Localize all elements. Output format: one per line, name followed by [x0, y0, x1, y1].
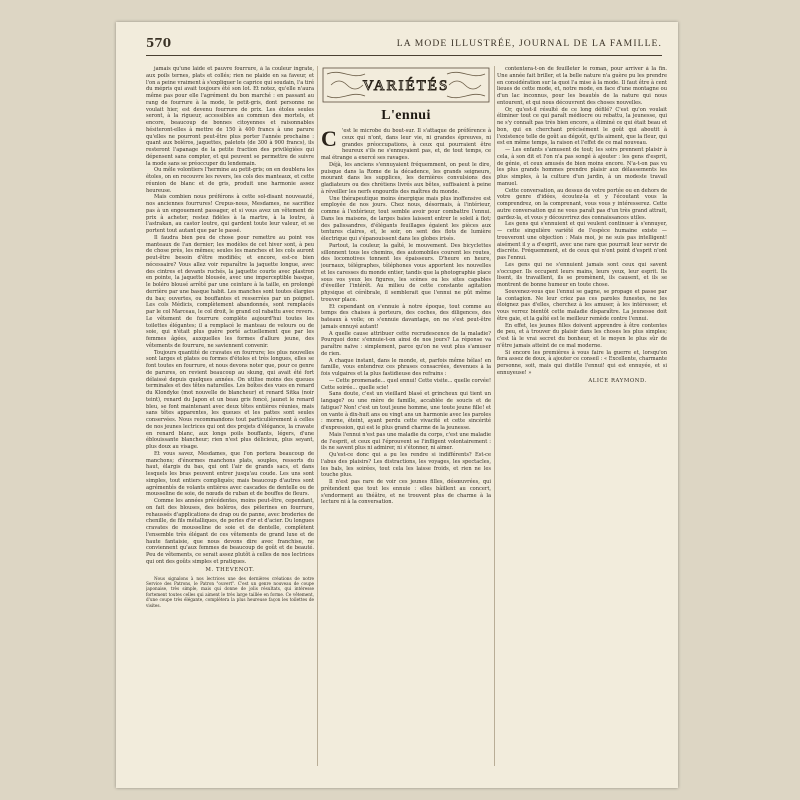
column-divider: [317, 66, 318, 766]
column-middle: [321, 66, 491, 776]
column-right-paragraph: — Les enfants s'amusent de tout; les soirs prennent plaisir à cela, à son dit et l'on n'a pas songé à ajouter : les gens d'esprit, de génie, et ceux amusés de bien moins encore. N'a-t-on pas vu les plus grands hommes prendre plaisir aux délassements les plus simples, à la culture d'un jardin, à un modeste travail manuel.: [497, 147, 667, 187]
article-lede: [321, 128, 491, 162]
header-rule: [146, 55, 662, 56]
author-signature: M. THEVENOT.: [205, 566, 255, 573]
column-middle-paragraph: Une thérapeutique moins énergique mais plus inoffensive est employée de nos jours. Chez nous, désormais, à l'intérieur, comme à l'extérieur, tout semble avoir pour combattre l'ennui. Dans les maisons, de larges baies laissent entrer le soleil à flot; des palissandres, d'élégants feuillages égaient les pièces aux tentures claires, et, le soir, on sent des flots de lumière électrique qui s'épanouissent dans les globes irisés.: [321, 195, 491, 242]
editorial-note: Nous signalons à nos lectrices une des dernières créations de notre Service des Patrons, le Patron "ouvert". C'est un genre nouveau de coupe japonaise, très simple, mais qui donne de jolis résultats, qui intéresse fortement toutes celles qui aiment le très large taillée en forme. Ce vêtement, d'une coupe très élégante, complètera la plus heureuse façon les toilettes de visites.: [146, 575, 314, 608]
column-middle-paragraph: A chaque instant, dans le monde, et, parfois même hélas! en famille, vous entendrez ces phrases consacrées, devenues à la fois vulgaires et la plus fastidieuse des refrains :: [321, 357, 491, 377]
column-middle-paragraph: 'est le microbe du bout-sur. Il s'attaque de préférence à ceux qui n'ont, dans leur vie, ni grandes épreuves, ni grandes préoccupations, à ceux qui pourraient être heureux s'ils ne s'ennuyaient pas, et, de tout temps, ce mal étrange a exercé ses ravages.: [321, 128, 491, 161]
column-left-paragraph: Toujours quantité de cravates en fourrure; les plus nouvelles sont larges et plates ou formes d'étoles et très longues, elles se font toutes en fourrure, et nous devons noter que, pour ce genre de parures, on revient beaucoup au skung, qui avait été fort délaissé depuis quelques années. On utilise moins des queues terminales et des têtes naturelles. Les boîtes des vues en renard du Klondyke (mot nouvelle de blancheur) et renard Sitka (noir teint), renard du Japon et un beau gris foncé, jaunet le renard bleu, se font maintenant avec deux têtes entières réunies, mais sans têtes apparentes, les queues et les pattes sont seules conservées. Nous recommandons tout particulièrement à celles de nos jeunes lectrices qui ont des projets d'élégance, la cravate en renard blanc, aux longs poils bouffants, légers, d'une éblouissante blancheur; rien n'est plus délicieux, plus seyant, plus doux au visage.: [146, 349, 314, 450]
running-title: LA MODE ILLUSTRÉE, JOURNAL DE LA FAMILLE.: [396, 38, 662, 49]
banner-title: VARIÉTÉS: [362, 78, 450, 94]
column-middle-paragraph: Mais l'ennui n'est pas une maladie du corps, c'est une maladie de l'esprit, et ceux qui l'éprouvent se l'infligent volontairement : ils ne savent plus ni admirer, ni s'étonner, ni aimer.: [321, 431, 491, 452]
column-left-paragraph: Il faudra bien peu de chose pour remettre au point vos manteaux de l'an dernier; les modèles de cet hiver sont, à peu de chose près, les mêmes; seules les manches et les cols auront peut-être besoin d'être modifiés; et encore, est-ce bien nécessaire? Vous allez voir reparaître la jaquette longue, avec des cintres et devants ruchés, la jaquette courte avec plastron en pointe, la jaquette blousée, avec une imperceptible basque, le boléro blousé arrêté par une ceinture à la taille, en prolongé derrière par une basque habit. Les manches sont toutes élargies du bas; ouvertes, ou bouffantes et resserrées par un poignet. Les cols Médicis, complètement abandonnés, sont remplacés par le col Marceau, le col droit, le grand col rabattu avec revers. Le vêtement de fourrure complète aujourd'hui toutes les toilettes élégantes; il a remplacé le manteau de velours ou de soie, qui n'était plus guère porté actuellement que par les femmes âgées, auxquelles les formes d'allure jeune, des vêtements de fourrure, ne saviennent convenir.: [146, 234, 314, 349]
column-middle-paragraph: Qu'est-ce donc qui a pu les rendre si indifférents? Est-ce l'abus des plaisirs? Les distractions, les voyages, les spectacles, les bals, les soirées, tout cela les laisse froids, et rien ne les touche plus.: [321, 452, 491, 479]
column-middle-paragraph: Déjà, les anciens s'ennuyaient fréquemment, on peut le dire, puisque dans la Rome de la décadence, les grands seigneurs, mourant dans les supplices, les dernières convulsions des gladiateurs ou des chrétiens livrés aux bêtes, suffisaient à peine à réveiller les nerfs engourdis des maîtres du monde.: [321, 161, 491, 195]
column-left-paragraph: Comme les années précédentes, moins peut-être, cependant, on fait des blouses, des boléros, des pèlerines en fourrure, rehaussés d'applications de drap ou de panne, avec broderies de chenille, de fils métalliques, de perles d'or et d'acier. Du longues cravates de mousseline de soie et de dentelle, complètent l'ensemble très élégant de ces vêtements de grand luxe et de haute fantaisie, que nous devons dire avec franchise, ne conviennent qu'aux femmes de beaucoup de goût et de beauté. Peu de vêtements, ce serait assez plutôt à celles de nos lectrices qui ont des goûts simples et pratiques.: [146, 498, 314, 565]
column-left-paragraph: Ou mêle volontiers l'hermine au petit-gris; on en doublera les étoles, on en recouvre les revers, les cols des manteaux, et cette réunion de blanc et de gris, produit une harmonie assez heureuse.: [146, 167, 314, 194]
column-divider: [494, 66, 495, 766]
column-right-paragraph: Si encore les premières à vous faire la guerre et, lorsqu'on fera assez de doux, à ajouter ce conseil : « Excellente, charmante personne, soit, mais qui distille l'ennui! qui est ennuyée, et si ennuyeuse! »: [497, 349, 667, 376]
drop-cap: C: [321, 126, 337, 151]
column-right-paragraph: contentera-t-on de feuilleter le roman, pour arriver à la fin. Une année fait briller, et la belle nature n'a guère pu les prendre en considération sur la quoi l'a mise à la mode. Il faut être à cent lieues de cette mode, et, notre mode, en face d'une montagne ou d'un lac inconnus, pour les beautés de la nature qui nous entourent, et qui nous découvrent des choses nouvelles.: [497, 66, 667, 106]
article-heading: L'ennui: [381, 108, 431, 123]
column-middle-paragraph: Il n'est pas rare de voir ces jeunes filles, désœuvrées, qui prétendent que tout les ennuie : elles bâillent au concert, s'endorment au théâtre, et ne trouvent plus de charme à la lecture ni à la conversation.: [321, 479, 491, 506]
varietes-banner: [321, 66, 491, 104]
column-right-paragraph: Cette conversation, au dessus de votre portée ou en dehors de votre genre d'idées, écoutez-la et y l'écoutant vous la comprendrez, on la comprenant, vous vous y intéresserez. Cette autre conversation qui ne vous paraît pas d'un très grand attrait, gardez-la, et vous y découvrirez des connaissances utiles.: [497, 187, 667, 221]
column-middle-paragraph: Sans doute, c'est un vieillard blasé et grincheux qui tient un langage? ou une mère de famille, accablée de soucis et de fatigue? Non! c'est un tout jeune homme, une toute jeune fille! et on vante à dix-huit ans ou vingt ans un harmonie avec les paroles : morne, éteint, ayant perdu cette vivacité et cette sincérité d'expression, qui est le plus grand charme de la jeunesse.: [321, 391, 491, 431]
column-left-paragraph: Mais combien nous préférons à cette sol-disant nouveauté, nos anciennes fourrures! Crepus-nous, Mesdames, ne sacrifiez pas à un engouement passager, et si vous avez un vêtement de prix à acheter, restez fidèles à la martre, à la loutre, à l'astrakan, au castor loutre, qui gardent toute leur valeur, et se portent tout autant que par le passé.: [146, 194, 314, 234]
column-right-paragraph: Les gens qui s'ennuient et qui veulent continuer à s'ennuyer, — cette singulière variété de l'espèce humaine existe — trouveront une objection : Mais moi, je ne suis pas intelligent! aisément il y a d'esprit, avec une rare que pourrait leur servir de discrète. Fréquemment, et de ceux qui n'ont point d'esprit n'ont pas l'ennui.: [497, 221, 667, 261]
newspaper-page: [116, 22, 678, 788]
column-middle-paragraph: Et cependant on s'ennuie à notre époque, tout comme au temps des chaises à porteurs, des coches, des diligences, des bateaux à voile; on s'ennuie davantage, on ne s'est peut-être jamais ennuyé autant!: [321, 303, 491, 330]
column-left-paragraph: jamais qu'une laide et pauvre fourrure, à la couleur ingrate, aux poils ternes, plats et collés; rien ne plaide en sa faveur, et l'on a peine vraiment à s'expliquer le caprice qui soudain, l'a tiré du mépris qui avait toujours été son lot. Et notez, qu'elle n'aura même pas pour elle l'agrément du bon marché : en passant au rang de fourrure à la mode, le petit-gris, dont personne ne voulait hier, est devenu fourrure de prix. Les étoles seules seront, à la rigueur, accessibles au commun des mortels, et encore, beaucoup de bonnes citoyennes et raisonnables hésiteront-elles à mettre de 150 à 400 francs à une parure qu'elles ne pourront peut-être plus porter l'année prochaine : quant aux boléros, jaquettes, paletots (de 300 à 900 francs), ils resteront l'apanage de la petite fraction des privilégiées qui dépensent sans compter, et qui peuvent se permettre de suivre la mode sans se préoccuper du lendemain.: [146, 66, 314, 167]
page-header: [146, 36, 662, 52]
column-right-paragraph: En effet, les jeunes filles doivent apprendre à être contentes de peu, et à trouver du plaisir dans les choses les plus simples; c'est là le vrai secret du bonheur, et le moyen le plus sûr de n'être jamais atteint de ce mal moderne.: [497, 322, 667, 349]
column-right-paragraph: Les gens qui ne s'ennuient jamais sont ceux qui savent s'occuper. Ils occupent leurs mains, leurs yeux, leur esprit. Ils lisent, ils travaillent, ils se promènent, ils causent, et ils se montrent de bonne humeur en toute chose.: [497, 261, 667, 288]
column-right: [497, 66, 667, 776]
column-right-paragraph: Souvenez-vous que l'ennui se gagne, se propage et passe par la contagion. Ne leur criez pas ces paroles funestes, ne les éloignez pas d'elles, cherchez à les amuser, à les intéresser, et vous verrez bientôt cette maladie disparaître. La jeunesse doit être gaie, et la gaîté est le meilleur remède contre l'ennui.: [497, 288, 667, 322]
column-left: [146, 66, 314, 776]
author-signature: ALICE RAYMOND.: [588, 377, 647, 384]
column-middle-paragraph: A quelle cause attribuer cette recrudescence de la maladie? Pourquoi donc s'ennuie-t-on ainsi de nos jours? La réponse va paraître naïve : simplement, parce qu'on ne veut plus s'amuser de rien.: [321, 330, 491, 357]
column-middle-paragraph: — Cette promenade... quel ennui! Cette visite... quelle corvée! Cette soirée... quelle scie!: [321, 377, 491, 391]
column-right-paragraph: Or, qu'est-il résulté de ce long défilé? C'est qu'on voulait éliminer tout ce qui paraît médiocre ou rebattu, la jeunesse, qui ne s'y connaît pas très bien encore, a éliminé ce qui était beau et bon, qui en cherchant précisément le goût qui aboutit à l'existence telle de goût au dégoût, qu'ils aiment, que la fleur, qui est en même temps, la raison et l'effet de ce mal nouveau.: [497, 106, 667, 147]
column-left-paragraph: Et vous savez, Mesdames, que l'on portera beaucoup de manchons; d'énormes manchons plats, souples, ressorts du haut, élargis du bas, qui ont l'air de grands sacs, et dans lesquels les bras peuvent entrer jusqu'au coude. Les uns sont simples, tout entiers compliqués; mais beaucoup d'autres sont agrémentés de volants entières avec cascades de dentelle ou de mousseline de soie, de nœuds de ruban et de bouffes de fleurs.: [146, 450, 314, 498]
column-middle-paragraph: Partout, la couleur, la gaîté, le mouvement. Des bicyclettes sillonnent tous les chemins, des automobiles courent les routes, des locomotives tonnent les épaisseurs. D'heure en heure, journaux, télégraphes, téléphones vous apportent les nouvelles et les caresses du monde entier, tandis que la photographie place sous vos yeux les figures, les scènes ou les sites capables d'éveiller l'intérêt. Au milieu de cette constante agitation physique et cérébrale, il semblerait que l'ennui ne pût même trouver place.: [321, 242, 491, 303]
page-number: 570: [146, 36, 172, 50]
